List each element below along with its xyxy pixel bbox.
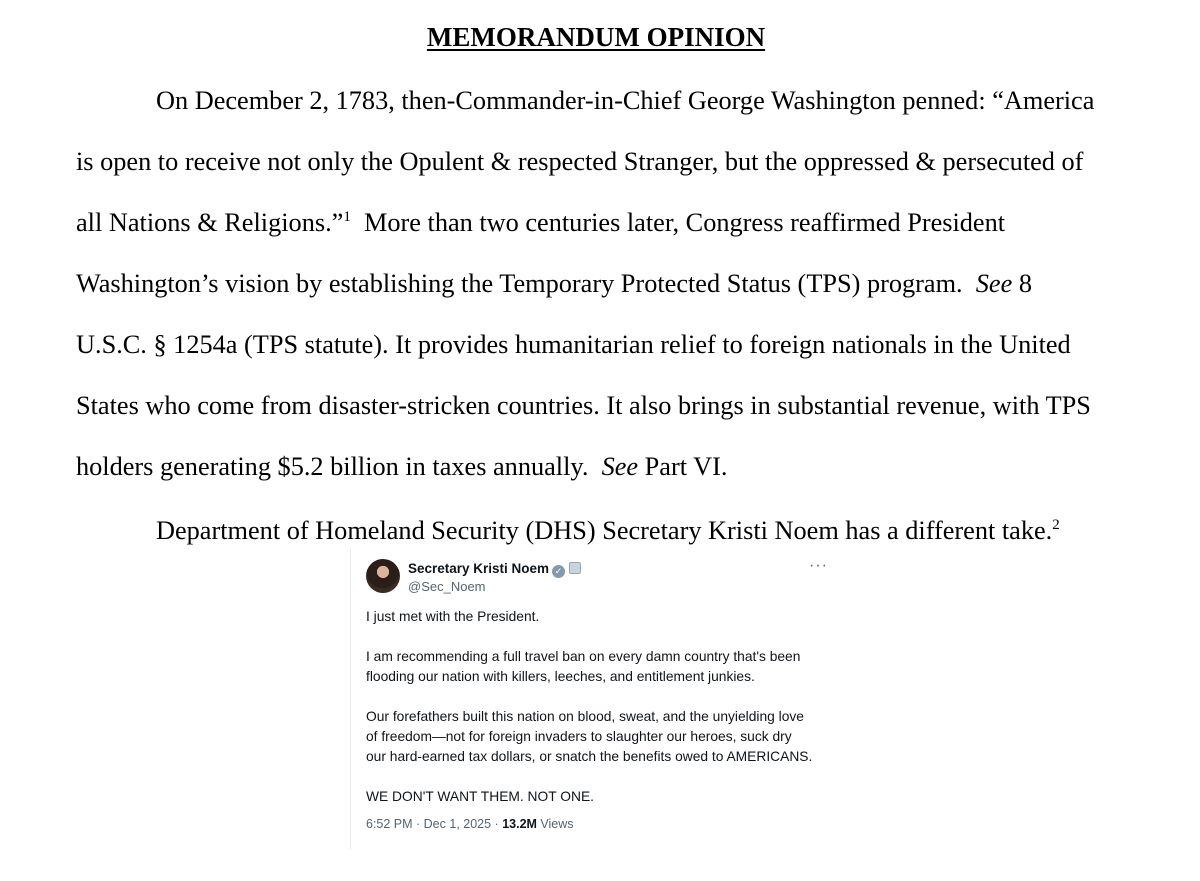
tweet-line: of freedom—not for foreign invaders to slaughter our heroes, suck dry [366, 729, 792, 744]
paragraph-text: Part VI. [644, 452, 728, 481]
paragraph-line: On December 2, 1783, then-Commander-in-Chief George Washington penned: “America [156, 86, 1095, 115]
views-count: 13.2M [502, 817, 537, 831]
footnote-2-marker[interactable]: 2 [1052, 517, 1060, 534]
paragraph-text: 8 [1018, 269, 1033, 298]
memo-title: MEMORANDUM OPINION [426, 22, 766, 52]
tweet-line: flooding our nation with killers, leeches, and entitlement junkies. [366, 669, 755, 684]
see-signal: See [601, 452, 639, 481]
paragraph-line [76, 192, 1136, 253]
avatar[interactable] [366, 559, 400, 593]
quote-end-text: all Nations & Religions.” [76, 208, 344, 237]
tweet-text [366, 607, 841, 827]
tweet-line: our hard-earned tax dollars, or snatch the benefits owed to AMERICANS. [366, 749, 813, 764]
views-label: Views [540, 817, 574, 831]
tweet-line: I am recommending a full travel ban on every damn country that's been [366, 649, 801, 664]
tweet-paragraph: I just met with the President. [366, 609, 540, 624]
verified-badge-icon: ✓ [552, 565, 565, 578]
tweet-paragraph: WE DON'T WANT THEM. NOT ONE. [366, 789, 594, 804]
paragraph-line: is open to receive not only the Opulent & respected Stranger, but the oppressed & persecuted of [76, 147, 1084, 176]
paragraph-text: Washington’s vision by establishing the Temporary Protected Status (TPS) program. [76, 269, 963, 298]
tweet-meta [366, 817, 574, 831]
tweet-header [366, 557, 836, 597]
paragraph-text: Department of Homeland Security (DHS) Secretary Kristi Noem has a different take. [156, 516, 1053, 545]
paragraph-line: U.S.C. § 1254a (TPS statute). It provides humanitarian relief to foreign nationals in the United [76, 330, 1071, 359]
paragraph-line [76, 253, 1136, 314]
tweet-paragraph [366, 707, 841, 767]
tweet-timestamp[interactable]: 6:52 PM · Dec 1, 2025 · [366, 817, 499, 831]
opening-paragraph [76, 70, 1136, 497]
paragraph-text: holders generating $5.2 billion in taxes annually. [76, 452, 589, 481]
tweet-line: Our forefathers built this nation on blood, sweat, and the unyielding love [366, 709, 804, 724]
footnote-1-marker[interactable]: 1 [343, 209, 351, 226]
author-handle[interactable]: @Sec_Noem [408, 579, 486, 594]
tweet-paragraph [366, 647, 841, 687]
paragraph-text: More than two centuries later, Congress reaffirmed President [363, 208, 1006, 237]
embedded-tweet [350, 549, 847, 849]
more-options-icon[interactable]: ··· [809, 557, 828, 574]
see-signal: See [975, 269, 1013, 298]
paragraph-line: States who come from disaster-stricken countries. It also brings in substantial revenue, with TPS [76, 391, 1091, 420]
author-name[interactable]: Secretary Kristi Noem ✓ [408, 561, 581, 578]
government-badge-icon [569, 562, 581, 574]
paragraph-line [76, 436, 1136, 497]
